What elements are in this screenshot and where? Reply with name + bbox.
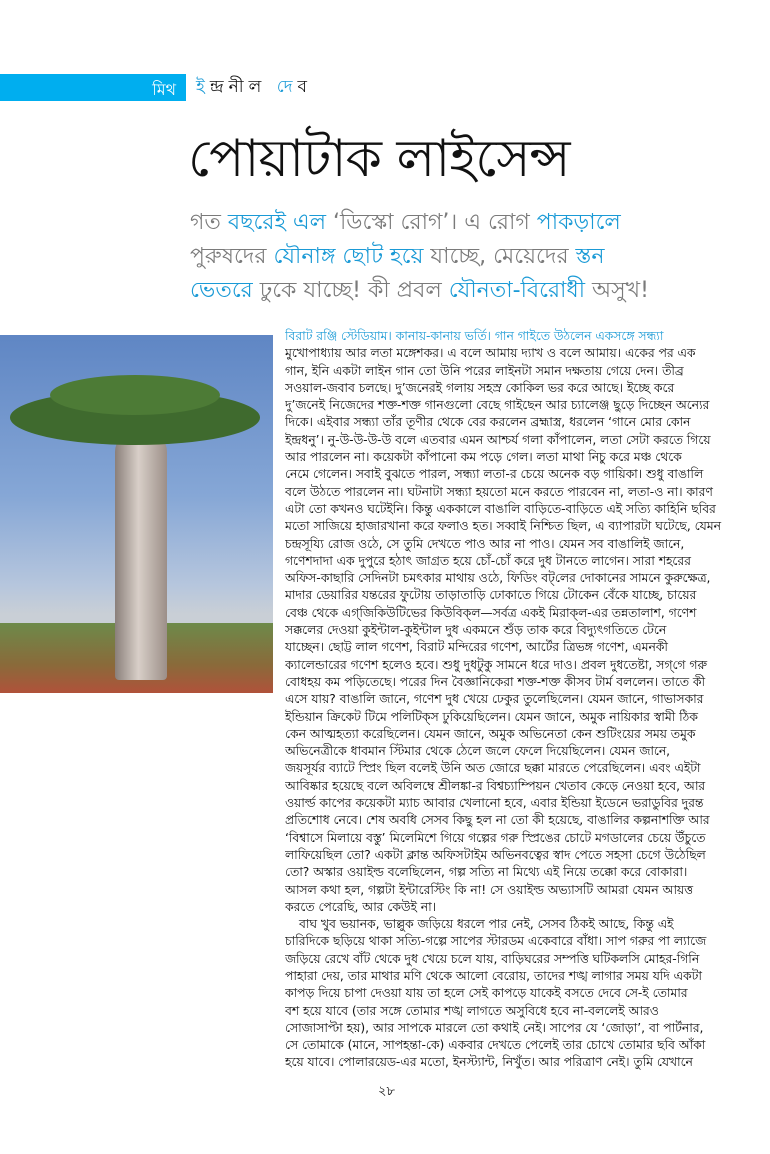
body-line: মতো সাজিয়ে হাজারখানা করে ফলাও হত। সব্বাই নিশ্চিত ছিল, এ ব্যাপারটা ঘটেছে, যেমন — [285, 519, 721, 534]
body-line: গণেশদাদা এক দুপুরে হঠাৎ জাগ্রত হয়ে চোঁ-চোঁ করে দুধ টানতে লাগেন। সারা শহরের — [285, 553, 691, 568]
photo-tree-canopy-top — [50, 375, 220, 415]
deck-text: পুরুষদের — [190, 244, 274, 269]
body-line: নেমে গেলেন। সবাই বুঝতে পারল, সন্ধ্যা লতা-র চেয়ে অনেক বড় গায়িকা। শুধু বাঙালি — [285, 467, 704, 482]
deck-highlight: যৌনতা-বিরোধী — [448, 278, 586, 303]
deck-text: অসুখ! — [585, 278, 649, 303]
body-line: জয়সূর্যর ব্যাটে স্প্রিং ছিল বলেই উনি অত জোরে ছক্কা মারতে পেরেছিলেন। এবং এইটা — [285, 761, 701, 776]
page-number: ২৮ — [378, 1084, 395, 1099]
deck-text: গত — [190, 210, 228, 235]
body-line: কাপড় দিয়ে চাপা দেওয়া যায় তা হলে সেই কাপড়ে যাকেই বসতে দেবে সে-ই তোমার — [285, 986, 688, 1001]
body-line: এসে যায়? বাঙালি জানে, গণেশ দুধ খেয়ে ঢেকুর তুলেছিলেন। যেমন জানে, গাভাসকার — [285, 692, 704, 707]
body-line: বলে উঠতে পারলেন না। ঘটনাটা সন্ধ্যা হয়তো মনে করতে পারবেন না, লতা-ও না। কারণ — [285, 484, 713, 499]
body-line: বোধহয় কম পড়িতেছে। পরের দিন বৈজ্ঞানিকেরা শক্ত-শক্ত কীসব টার্ম বললেন। তাতে কী — [285, 674, 706, 689]
body-line: চারিদিকে ছড়িয়ে থাকা সত্যি-গল্পে সাপের স্টারডম একেবারে বাঁধা। সাপ গরুর পা ল্যাজে — [285, 934, 707, 949]
body-line: আসল কথা হল, গল্পটা ইন্টারেস্টিং কি না! সে ওয়াইল্ড অভ্যাসটি আমরা যেমন আয়ত্ত — [285, 882, 693, 897]
body-line: তো? অস্কার ওয়াইল্ড বলেছিলেন, গল্প সত্যি না মিথ্যে এই নিয়ে তক্কো করে বোকারা। — [285, 865, 688, 880]
body-line: সওয়াল-জবাব চলছে। দু’জনেরই গলায় সহস্র কোকিল ভর করে আছে। ইচ্ছে করে — [285, 380, 675, 395]
body-line: হয়ে যাবে। পোলারয়েড-এর মতো, ইনস্ট্যান্ট, নিখুঁত। আর পরিত্রাণ নেই। তুমি যেখানে — [285, 1055, 693, 1070]
deck-highlight: বছরেই এল — [227, 210, 327, 235]
deck-text: ঢুকে যাচ্ছে! কী প্রবল — [252, 278, 449, 303]
deck-line — [190, 274, 649, 308]
section-label-bar — [0, 74, 186, 101]
author-name-part: ব — [297, 77, 312, 97]
deck-text: ‘ডিস্কো রোগ’। এ রোগ — [326, 210, 537, 235]
body-line: দু’জনেই নিজেদের শক্ত-শক্ত গানগুলো বেছে গাইছেন আর চ্যালেঞ্জ ছুড়ে দিচ্ছেন অন্যের — [285, 398, 710, 413]
author-name-part: ন্দ্রনীল — [209, 77, 277, 97]
author-name-part: দে — [276, 77, 298, 97]
deck-highlight: যৌনাঙ্গ ছোট হয়ে — [273, 244, 424, 269]
body-line: আবিষ্কার হয়েছে বলে অবিলম্বে শ্রীলঙ্কা-র বিশ্বচ্যাম্পিয়ন খেতাব কেড়ে নেওয়া হবে, আর — [285, 778, 706, 793]
body-line: কেন আত্মহত্যা করেছিলেন। যেমন জানে, অমুক অভিনেতা কেন শুটিংয়ের সময় তমুক — [285, 726, 696, 741]
body-line: প্রতিশোধ নেবে। শেষ অবধি সেসব কিছু হল না তো কী হয়েছে, বাঙালির কল্পনাশক্তি আর — [285, 813, 710, 828]
body-line: সোজাসাপ্টা হয়), আর সাপকে মারলে তো কথাই নেই। সাপের যে ‘জোড়া’, বা পার্টনার, — [285, 1020, 704, 1035]
body-line: অভিনেত্রীকে ধাবমান স্টিমার থেকে ঠেলে জলে ফেলে দিয়েছিলেন। যেমন জানে, — [285, 744, 671, 759]
deck-highlight: পাকড়ালে — [536, 210, 621, 235]
body-line: লাফিয়েছিল তো? একটা ক্লান্ত অফিসটাইম অভিনবত্বের স্বাদ পেতে সহসা চেগে উঠেছিল — [285, 847, 706, 862]
body-line: জড়িয়ে রেখে বাঁট থেকে দুধ খেয়ে চলে যায়, বাড়িঘরের সম্পত্তি ঘটিকলসি মোহর-গিনি — [285, 951, 700, 966]
article-deck — [190, 206, 649, 308]
body-line: মুখোপাধ্যায় আর লতা মঙ্গেশকর। এ বলে আমায় দ্যাখ ও বলে আমায়। একের পর এক — [285, 346, 696, 361]
lead-line: বিরাট রঞ্জি স্টেডিয়াম। কানায়-কানায় ভর্তি। গান গাইতে উঠলেন একসঙ্গে সন্ধ্যা — [285, 329, 664, 343]
body-line: সক্কলের দেওয়া কুইন্টাল-কুইন্টাল দুধ একমনে শুঁড় তাক করে বিদ্যুৎগতিতে টেনে — [285, 623, 667, 638]
body-line: ওয়ার্ল্ড কাপের কয়েকটা ম্যাচ আবার খেলানো হবে, এবার ইন্ডিয়া ইডেনে ভরাডুবির দুরন্ত — [285, 796, 704, 811]
deck-line — [190, 206, 649, 240]
body-line: পাহারা দেয়, তার মাথার মণি থেকে আলো বেরোয়, তাদের শঙ্খ লাগার সময় যদি একটা — [285, 968, 702, 983]
author-byline — [196, 74, 312, 102]
baobab-tree-photo — [0, 335, 273, 693]
body-line: আর পারলেন না। কয়েকটা কাঁপানো কম পড়ে গেল। লতা মাথা নিচু করে মঞ্চ থেকে — [285, 450, 682, 465]
article-body — [285, 328, 758, 1072]
body-line: চন্দ্রসূয্যি রোজ ওঠে, সে তুমি দেখতে পাও আর না পাও। যেমন সব বাঙালিই জানে, — [285, 536, 685, 551]
body-line: দিকে। এইবার সন্ধ্যা তাঁর তূণীর থেকে বের করলেন ব্রহ্মাস্ত্র, ধরলেন ‘গানে মোর কোন — [285, 415, 691, 430]
photo-tree-trunk — [115, 430, 167, 680]
deck-text: যাচ্ছে, মেয়েদের — [423, 244, 576, 269]
deck-highlight: স্তন — [575, 244, 605, 269]
body-line: ইন্ডিয়ান ক্রিকেট টিমে পলিটিক্‌স ঢুকিয়েছিলেন। যেমন জানে, অমুক নায়িকার স্বামী ঠিক — [285, 709, 698, 724]
body-line: গান, ইনি একটা লাইন গান তো উনি পরের লাইনটা সমান দক্ষতায় গেয়ে দেন। তীব্র — [285, 363, 684, 378]
body-line: বাঘ খুব ভয়ানক, ভাল্লুক জড়িয়ে ধরলে পার নেই, সেসব ঠিকই আছে, কিন্তু এই — [299, 917, 674, 932]
body-line: ‘বিশ্বাসে মিলায়ে বস্তু’ মিলেমিশে গিয়ে গল্পের গরু স্প্রিঙের চোটে মগডালের চেয়ে উঁচুতে — [285, 830, 706, 845]
body-line: ক্যালেন্ডারের গণেশ হলেও হবে। শুধু দুধটুকু সামনে ধরে দাও। প্রবল দুধতেষ্টা, সগ্‌গে গরু — [285, 657, 707, 672]
body-line: করতে পেরেছি, আর কেউই না। — [285, 899, 437, 914]
body-line: সে তোমাকে (মানে, সাপহন্তা-কে) একবার দেখতে পেলেই তার চোখে তোমার ছবি আঁকা — [285, 1038, 706, 1053]
body-line: বেঞ্চ থেকে এগ্‌জিকিউটিভের কিউবিক্‌ল—সর্বত্র একই মিরাক্‌ল-এর তন্নতালাশ, গণেশ — [285, 605, 697, 620]
author-name-part: ই — [196, 77, 210, 97]
body-line: যাচ্ছেন। ছোট্ট লাল গণেশ, বিরাট মন্দিরের গণেশ, আর্টের ত্রিভঙ্গ গণেশ, এমনকী — [285, 640, 668, 655]
deck-highlight: ভেতরে — [190, 278, 253, 303]
body-line: বশ হয়ে যাবে (তার সঙ্গে তোমার শঙ্খ লাগতে অসুবিধে হবে না-বললেই আরও — [285, 1003, 659, 1018]
body-line: মাদার ডেয়ারির যন্তরের ফুটোয় তাড়াতাড়ি ঢোকাতে গিয়ে টোকেন বেঁকে যাচ্ছে, চায়ের — [285, 588, 697, 603]
article-title: পোয়াটাক লাইসেন্স — [188, 129, 570, 189]
body-line: ইন্দ্রধনু’। নু-উ-উ-উ-উ বলে এতবার এমন আশ্চর্য গলা কাঁপালেন, লতা সেটা করতে গিয়ে — [285, 432, 711, 447]
body-line: অফিস-কাছারি সেদিনটা চমৎকার মাথায় ওঠে, ফিডিং বট্‌লের দোকানের সামনে কুরুক্ষেত্র, — [285, 571, 711, 586]
section-label: মিথ — [152, 80, 176, 99]
deck-line — [190, 240, 649, 274]
body-line: এটা তো কখনও ঘটেইনি। কিন্তু এককালে বাঙালি বাড়িতে-বাড়িতে এই সত্যি কাহিনি ছবির — [285, 501, 716, 516]
